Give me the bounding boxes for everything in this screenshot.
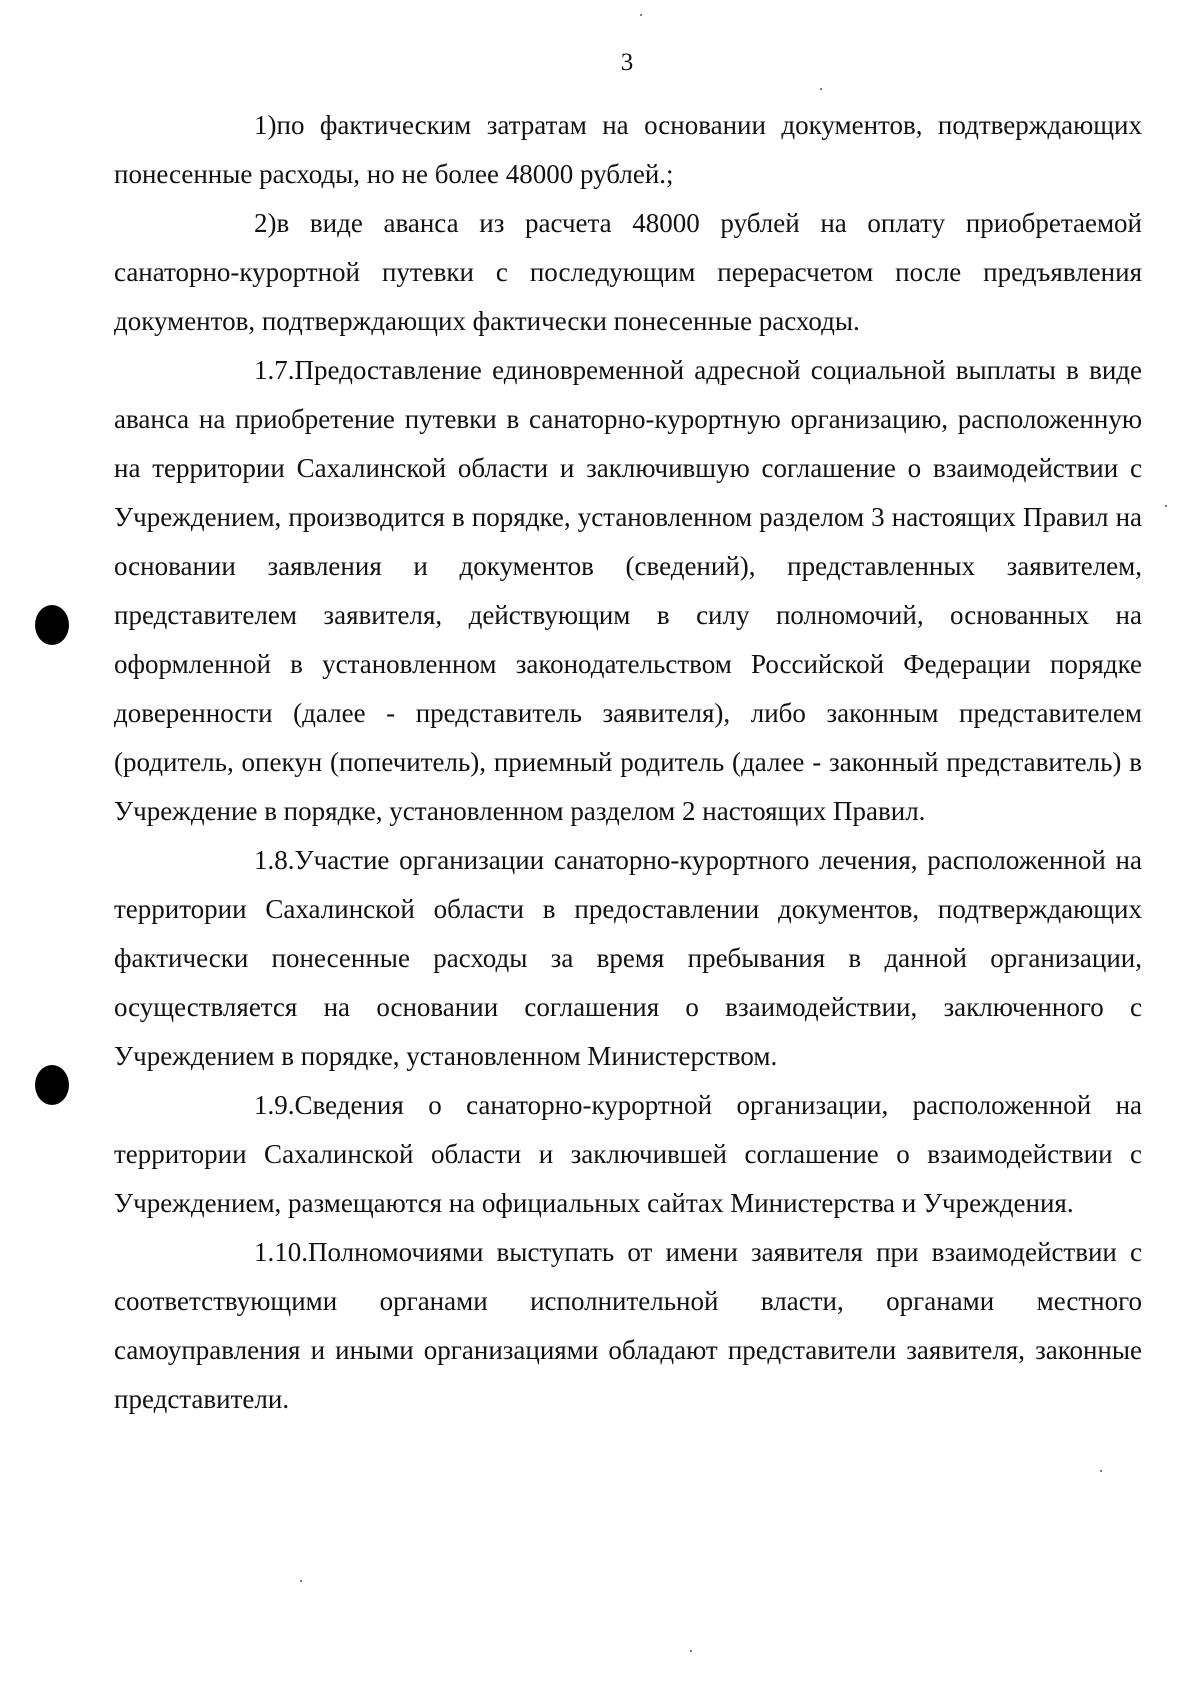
- document-body: [114, 101, 1142, 1424]
- paragraph-item-1: [114, 101, 1142, 199]
- scan-speck: [820, 88, 822, 90]
- paragraph-1-9: [114, 1081, 1142, 1228]
- paragraph-text: Полномочиями выступать от имени заявителя при взаимодействии с соответствующими органами исполнительной власти, органами местного самоуправления и иными организациями обладают представители заявителя, законные представители.: [114, 1237, 1142, 1414]
- item-number: 1.7.: [254, 355, 295, 385]
- scan-speck: [690, 1650, 692, 1652]
- item-number: 2): [254, 208, 277, 238]
- paragraph-1-7: [114, 346, 1142, 836]
- punch-hole-mark: [35, 1065, 69, 1105]
- paragraph-text: Сведения о санаторно-курортной организации, расположенной на территории Сахалинской области и заключившей соглашение о взаимодействии с Учреждением, размещаются на официальных сайтах Министерства и Учреждения.: [114, 1090, 1142, 1218]
- scan-speck: [1165, 505, 1167, 507]
- paragraph-text: Предоставление единовременной адресной социальной выплаты в виде аванса на приобретение путевки в санаторно-курортную организацию, расположенную на территории Сахалинской области и заключившую соглашение о взаимодействии с Учреждением, производится в порядке, установленном разделом 3 настоящих Правил на основании заявления и документов (сведений), представленных заявителем, представителем заявителя, действующим в силу полномочий, основанных на оформленной в установленном законодательством Российской Федерации порядке доверенности (далее - представитель заявителя), либо законным представителем (родитель, опекун (попечитель), приемный родитель (далее - законный представитель) в Учреждение в порядке, установленном разделом 2 настоящих Правил.: [114, 355, 1142, 826]
- item-number: 1.9.: [254, 1090, 295, 1120]
- item-number: 1): [254, 110, 277, 140]
- punch-hole-mark: [35, 605, 69, 645]
- paragraph-text: Участие организации санаторно-курортного лечения, расположенной на территории Сахалинской области в предоставлении документов, подтверждающих фактически понесенные расходы за время пребывания в данной организации, осуществляется на основании соглашения о взаимодействии, заключенного с Учреждением в порядке, установленном Министерством.: [114, 845, 1142, 1071]
- scan-speck: [640, 14, 642, 16]
- item-number: 1.10.: [254, 1237, 308, 1267]
- paragraph-text: по фактическим затратам на основании документов, подтверждающих понесенные расходы, но не более 48000 рублей.;: [114, 110, 1142, 189]
- item-number: 1.8.: [254, 845, 295, 875]
- paragraph-text: в виде аванса из расчета 48000 рублей на оплату приобретаемой санаторно-курортной путевки с последующим перерасчетом после предъявления документов, подтверждающих фактически понесенные расходы.: [114, 208, 1142, 336]
- paragraph-1-8: [114, 836, 1142, 1081]
- scan-speck: [1100, 1470, 1102, 1472]
- paragraph-1-10: [114, 1228, 1142, 1424]
- paragraph-item-2: [114, 199, 1142, 346]
- page-number: 3: [620, 49, 634, 76]
- scan-speck: [300, 1580, 302, 1582]
